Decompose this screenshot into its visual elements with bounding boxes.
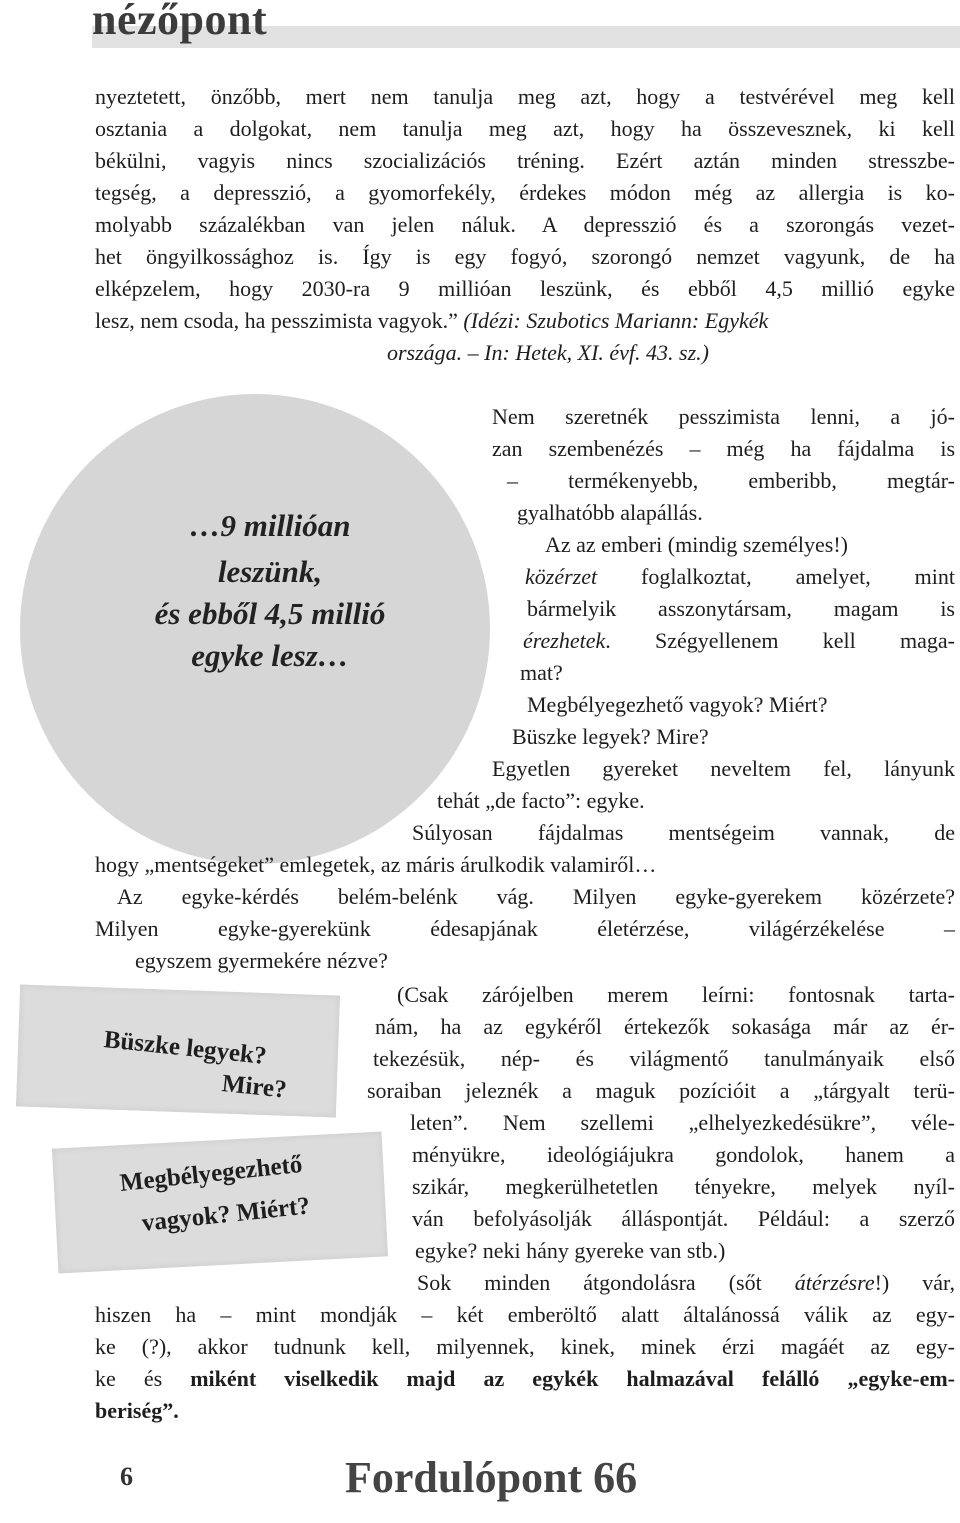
text-line: egyke? neki hány gyereke van stb.): [415, 1238, 726, 1263]
text-line-plain: . Szégyellenem kell maga-: [605, 628, 955, 653]
emphasis-text: átérzésre: [794, 1270, 875, 1295]
text-line: mat?: [520, 660, 563, 685]
text-line-plain: foglalkoztat, amelyet, mint: [597, 564, 955, 589]
text-line: nyeztetett, önzőbb, mert nem tanulja meg azt, hogy a testvérével meg kell: [95, 84, 955, 109]
text-line: Milyen egyke-gyerekünk édesapjának életérzése, világérzékelése –: [95, 916, 955, 941]
text-line: [525, 562, 955, 592]
bold-text: miként viselkedik majd az egykék halmazával felálló „egyke-em-: [190, 1366, 955, 1391]
text-line: ke (?), akkor tudnunk kell, milyennek, kinek, minek érzi magáét az egy-: [95, 1334, 955, 1359]
text-line: Nem szeretnék pesszimista lenni, a jó-: [492, 404, 955, 429]
text-line: Büszke legyek? Mire?: [512, 724, 709, 749]
tape-label-text: Megbélyegezhető: [118, 1150, 304, 1197]
citation-continued: országa. – In: Hetek, XI. évf. 43. sz.): [387, 340, 709, 365]
text-line: szikár, megkerülhetetlen tényekre, melyek nyíl-: [412, 1174, 955, 1199]
text-line: Megbélyegezhető vagyok? Miért?: [527, 692, 828, 717]
page-number: 6: [120, 1462, 133, 1491]
text-line: tegség, a depresszió, a gyomorfekély, érdekes módon még az allergia is ko-: [95, 180, 955, 205]
text-line: het öngyilkossághoz is. Így is egy fogyó, szorongó nemzet vagyunk, de ha: [95, 244, 955, 269]
tape-label-text: Büszke legyek?: [102, 1026, 268, 1070]
text-line: ván befolyásolják álláspontját. Például: a szerző: [412, 1206, 955, 1231]
text-line: hiszen ha – mint mondják – két emberöltő alatt általánossá válik az egy-: [95, 1302, 955, 1327]
text-line-plain: !) vár,: [874, 1270, 955, 1295]
text-line: nám, ha az egykéről értekezők sokasága már az ér-: [375, 1014, 955, 1039]
text-line: leten”. Nem szellemi „elhelyezkedésükre”, véle-: [410, 1110, 955, 1135]
text-line-plain: ke és: [95, 1366, 191, 1391]
text-line: Egyetlen gyereket neveltem fel, lányunk: [492, 756, 955, 781]
text-line: [95, 1364, 955, 1394]
text-line: [523, 626, 955, 656]
text-line-plain: Sok minden átgondolásra (sőt: [417, 1270, 795, 1295]
text-line: soraiban jeleznék a maguk pozícióit a „tárgyalt terü-: [367, 1078, 955, 1103]
section-title: nézőpont: [92, 0, 268, 44]
tape-label-text: vagyok? Miért?: [140, 1192, 312, 1237]
magazine-title: Fordulópont 66: [345, 1453, 638, 1502]
text-line: Az az emberi (mindig személyes!): [545, 532, 848, 557]
text-line: tehát „de facto”: egyke.: [437, 788, 645, 813]
citation: (Idézi: Szubotics Mariann: Egykék: [463, 308, 769, 333]
text-line: zan szembenézés – még ha fájdalma is: [492, 436, 955, 461]
text-line: (Csak zárójelben merem leírni: fontosnak tarta-: [397, 982, 955, 1007]
emphasis-text: közérzet: [525, 564, 598, 589]
text-line: egyszem gyermekére nézve?: [135, 948, 388, 973]
text-line: Súlyosan fájdalmas mentségeim vannak, de: [412, 820, 955, 845]
pull-quote-line: egyke lesz…: [191, 638, 349, 673]
text-line: bármelyik asszonytársam, magam is: [527, 596, 955, 621]
pull-quote-line: és ebből 4,5 millió: [154, 596, 386, 631]
text-line: ményükre, ideológiájukra gondolok, hanem a: [412, 1142, 955, 1167]
text-line: molyabb százalékban van jelen náluk. A depresszió és a szorongás vezet-: [95, 212, 955, 237]
text-line: [95, 306, 768, 336]
pull-quote-line: leszünk,: [217, 554, 323, 589]
text-line: tekezésük, nép- és világmentő tanulmányaik első: [373, 1046, 955, 1071]
text-line: Az egyke-kérdés belém-belénk vág. Milyen egyke-gyerekem közérzete?: [117, 884, 955, 909]
text-line-plain: lesz, nem csoda, ha pesszimista vagyok.”: [95, 308, 458, 333]
text-line: gyalhatóbb alapállás.: [517, 500, 703, 525]
text-line: [417, 1268, 955, 1298]
bold-text: beriség”.: [95, 1398, 179, 1423]
text-line: békülni, vagyis nincs szocializációs tréning. Ezért aztán minden stresszbe-: [95, 148, 955, 173]
text-line: – termékenyebb, emberibb, megtár-: [507, 468, 955, 493]
text-line: elképzelem, hogy 2030-ra 9 millióan leszünk, és ebből 4,5 millió egyke: [95, 276, 955, 301]
text-line: hogy „mentségeket” emlegetek, az máris árulkodik valamiről…: [95, 852, 657, 877]
tape-label-text: Mire?: [220, 1070, 288, 1104]
emphasis-text: érezhetek: [523, 628, 606, 653]
text-line: osztania a dolgokat, nem tanulja meg azt, hogy ha összevesznek, ki kell: [95, 116, 955, 141]
pull-quote-line: …9 millióan: [189, 508, 351, 543]
